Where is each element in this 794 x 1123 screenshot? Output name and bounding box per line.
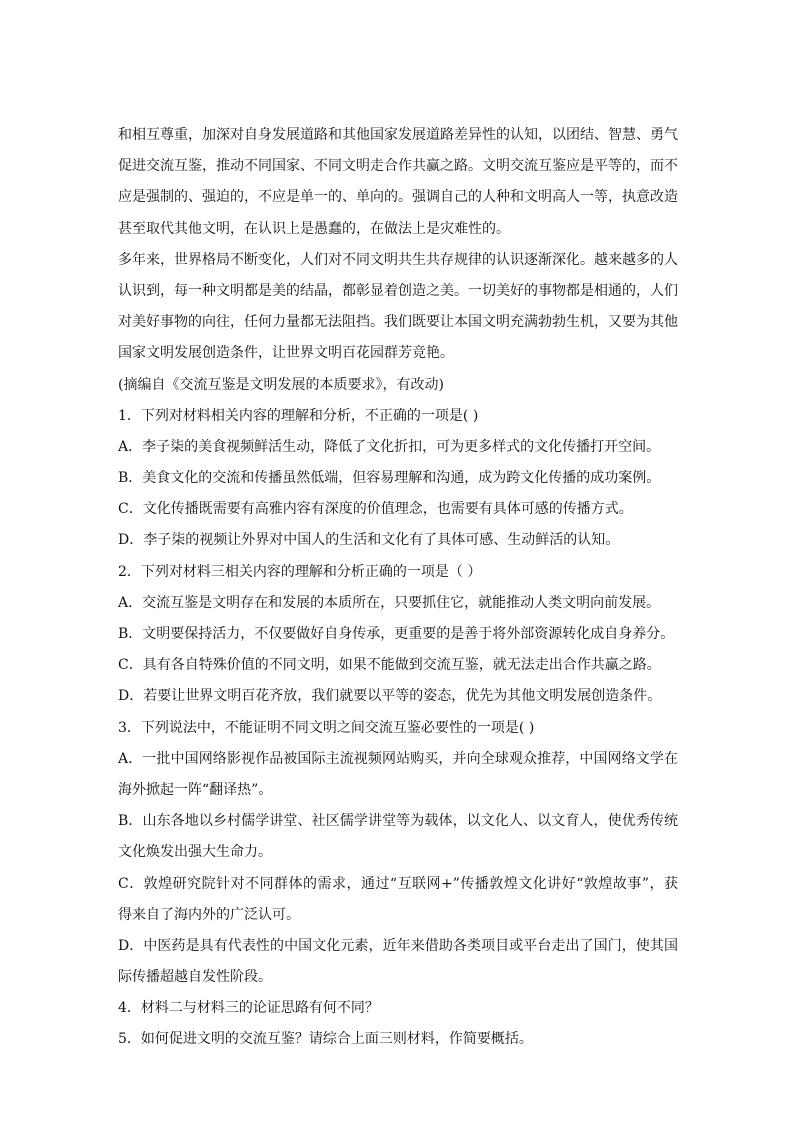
question-3-option-b: B．山东各地以乡村儒学讲堂、社区儒学讲堂等为载体，以文化人、以文育人，使优秀传统 xyxy=(118,813,678,830)
text-line: 对美好事物的向往，任何力量都无法阻挡。我们既要让本国文明充满勃勃生机，又要为其他 xyxy=(118,314,678,331)
text-line: 多年来，世界格局不断变化，人们对不同文明共生共存规律的认识逐渐深化。越来越多的人 xyxy=(118,251,678,268)
text-line: 认识到，每一种文明都是美的结晶，都彰显着创造之美。一切美好的事物都是相通的，人们 xyxy=(118,282,678,299)
question-3-option-c: C．敦煌研究院针对不同群体的需求，通过“互联网+”传播敦煌文化讲好“敦煌故事”，获 xyxy=(118,875,678,892)
question-3-option-d-cont: 际传播超越自发性阶段。 xyxy=(118,969,272,986)
question-3: 3．下列说法中，不能证明不同文明之间交流互鉴必要性的一项是( ) xyxy=(118,719,535,736)
question-1: 1．下列对材料相关内容的理解和分析，不正确的一项是( ) xyxy=(118,407,479,424)
question-1-option-a: A．李子柒的美食视频鲜活生动，降低了文化折扣，可为更多样式的文化传播打开空间。 xyxy=(118,438,661,455)
document-page xyxy=(118,120,678,1056)
question-5: 5．如何促进文明的交流互鉴？请综合上面三则材料，作简要概括。 xyxy=(118,1031,533,1048)
question-3-option-a-cont: 海外掀起一阵“翻译热”。 xyxy=(118,781,273,798)
question-4: 4．材料二与材料三的论证思路有何不同？ xyxy=(118,1000,379,1017)
text-line: 国家文明发展创造条件，让世界文明百花园群芳竞艳。 xyxy=(118,345,454,362)
question-1-option-b: B．美食文化的交流和传播虽然低端，但容易理解和沟通，成为跨文化传播的成功案例。 xyxy=(118,470,661,487)
question-2-option-b: B．文明要保持活力，不仅要做好自身传承，更重要的是善于将外部资源转化成自身养分。 xyxy=(118,626,675,642)
question-3-option-c-cont: 得来自了海内外的广泛认可。 xyxy=(118,906,300,923)
question-2: 2．下列对材料三相关内容的理解和分析正确的一项是（ ） xyxy=(118,563,482,580)
question-2-option-a: A．交流互鉴是文明存在和发展的本质所在，只要抓住它，就能推动人类文明向前发展。 xyxy=(118,594,661,611)
text-line: 促进交流互鉴，推动不同国家、不同文明走合作共赢之路。文明交流互鉴应是平等的，而不 xyxy=(118,158,678,175)
question-3-option-b-cont: 文化焕发出强大生命力。 xyxy=(118,844,272,861)
question-3-option-a: A．一批中国网络影视作品被国际主流视频网站购买，并向全球观众推荐，中国网络文学在 xyxy=(118,750,678,767)
text-line: 甚至取代其他文明，在认识上是愚蠢的，在做法上是灾难性的。 xyxy=(118,220,510,237)
question-1-option-d: D．李子柒的视频让外界对中国人的生活和文化有了具体可感、生动鲜活的认知。 xyxy=(118,532,620,549)
question-3-option-d: D．中医药是具有代表性的中国文化元素，近年来借助各类项目或平台走出了国门，使其国 xyxy=(118,937,678,954)
text-line: 和相互尊重，加深对自身发展道路和其他国家发展道路差异性的认知，以团结、智慧、勇气 xyxy=(118,127,678,143)
source-citation: (摘编自《交流互鉴是文明发展的本质要求》，有改动) xyxy=(118,376,444,393)
question-2-option-c: C．具有各自特殊价值的不同文明，如果不能做到交流互鉴，就无法走出合作共赢之路。 xyxy=(118,657,661,674)
text-line: 应是强制的、强迫的，不应是单一的、单向的。强调自己的人种和文明高人一等，执意改造 xyxy=(118,189,678,206)
question-1-option-c: C．文化传播既需要有高雅内容有深度的价值理念，也需要有具体可感的传播方式。 xyxy=(118,501,633,518)
question-2-option-d: D．若要让世界文明百花齐放，我们就要以平等的姿态，优先为其他文明发展创造条件。 xyxy=(118,688,662,705)
